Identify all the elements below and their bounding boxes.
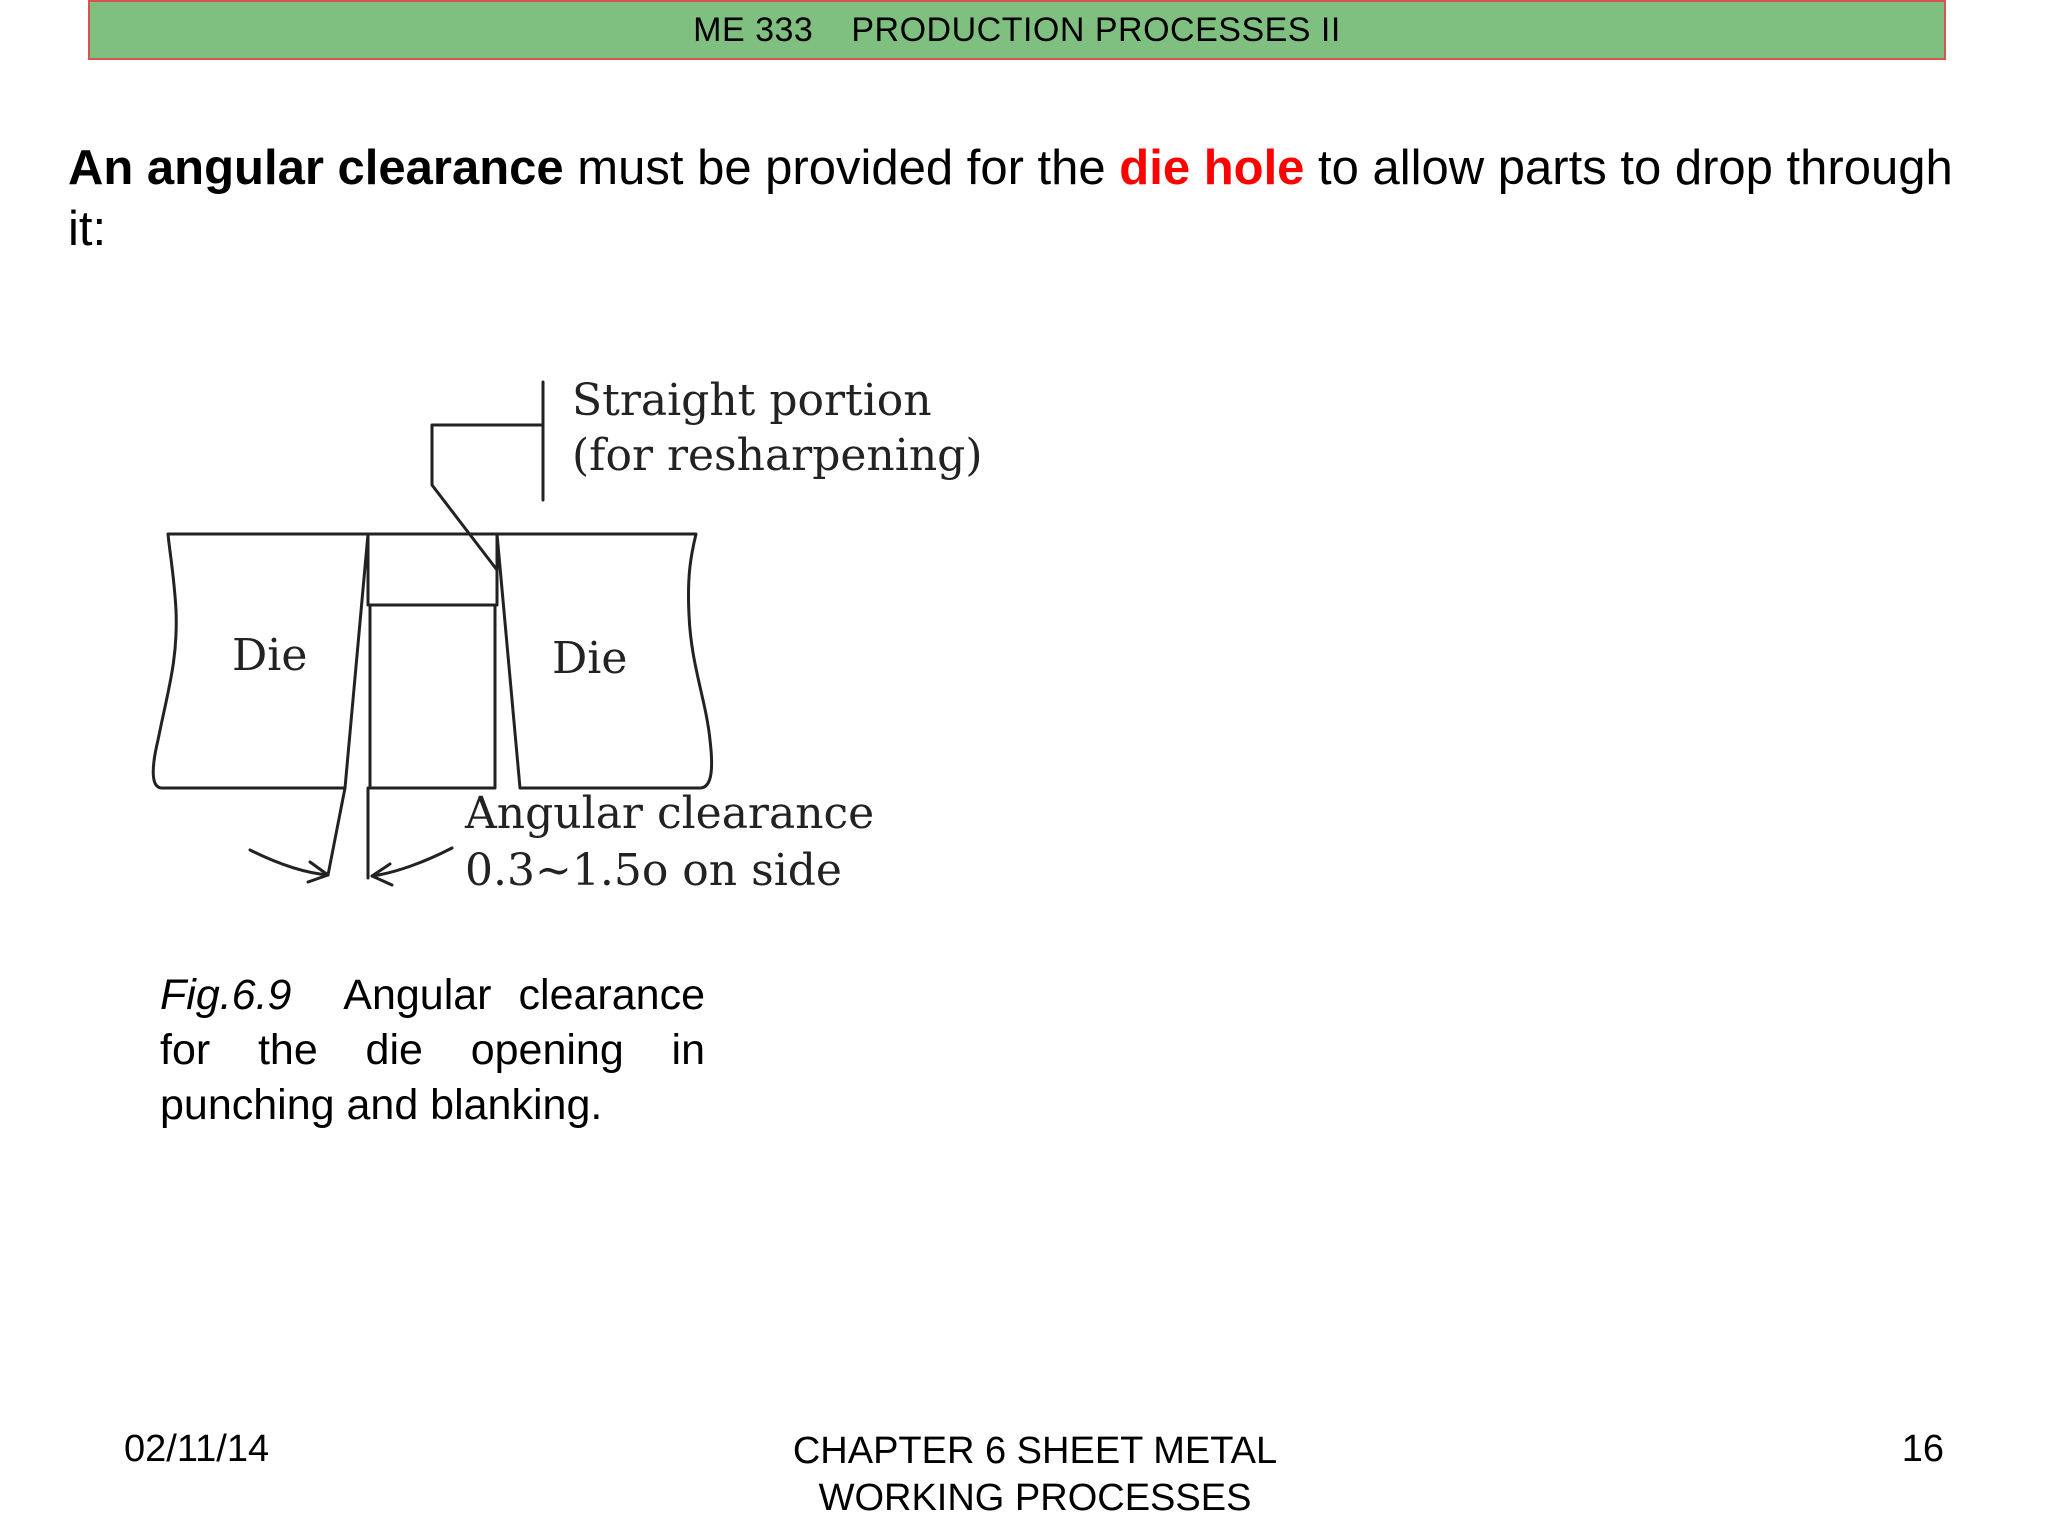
clearance-arrow-left <box>250 850 328 875</box>
punched-part <box>370 605 495 788</box>
die-clearance-figure <box>140 370 983 910</box>
footer-chapter-line-1: CHAPTER 6 SHEET METAL <box>792 1430 1278 1472</box>
figure-number: Fig.6.9 <box>160 971 292 1019</box>
left-die-label: Die <box>232 630 308 681</box>
caption-text: Angular clearance for the die opening in punching and blanking. <box>160 971 705 1129</box>
figure-caption <box>160 968 705 1133</box>
angular-clearance-label-1: Angular clearance <box>465 788 875 839</box>
intro-bold-lead: An angular clearance <box>68 141 564 195</box>
angular-clearance-label-2: 0.3~1.5o on side <box>465 845 842 896</box>
footer-chapter <box>700 1428 1370 1522</box>
course-code: ME 333 <box>693 10 814 49</box>
intro-highlight: die hole <box>1119 141 1305 195</box>
die-diagram <box>140 370 983 910</box>
intro-text-1: must be provided for the <box>563 141 1120 195</box>
clearance-arrow-right <box>372 848 452 876</box>
clearance-taper-line <box>328 788 345 875</box>
course-title: PRODUCTION PROCESSES II <box>851 10 1341 49</box>
footer-chapter-line-2: WORKING PROCESSES <box>818 1477 1252 1519</box>
right-die-label: Die <box>552 633 628 684</box>
intro-text-2: to allow parts to drop through it: <box>68 141 1953 256</box>
straight-portion-bracket <box>432 425 543 570</box>
straight-portion-label-2: (for resharpening) <box>572 430 983 481</box>
footer-date: 02/11/14 <box>124 1428 270 1470</box>
slide-header <box>88 0 1946 60</box>
straight-portion-label-1: Straight portion <box>572 375 932 426</box>
intro-text <box>68 138 1968 260</box>
page-number: 16 <box>1901 1428 1944 1470</box>
